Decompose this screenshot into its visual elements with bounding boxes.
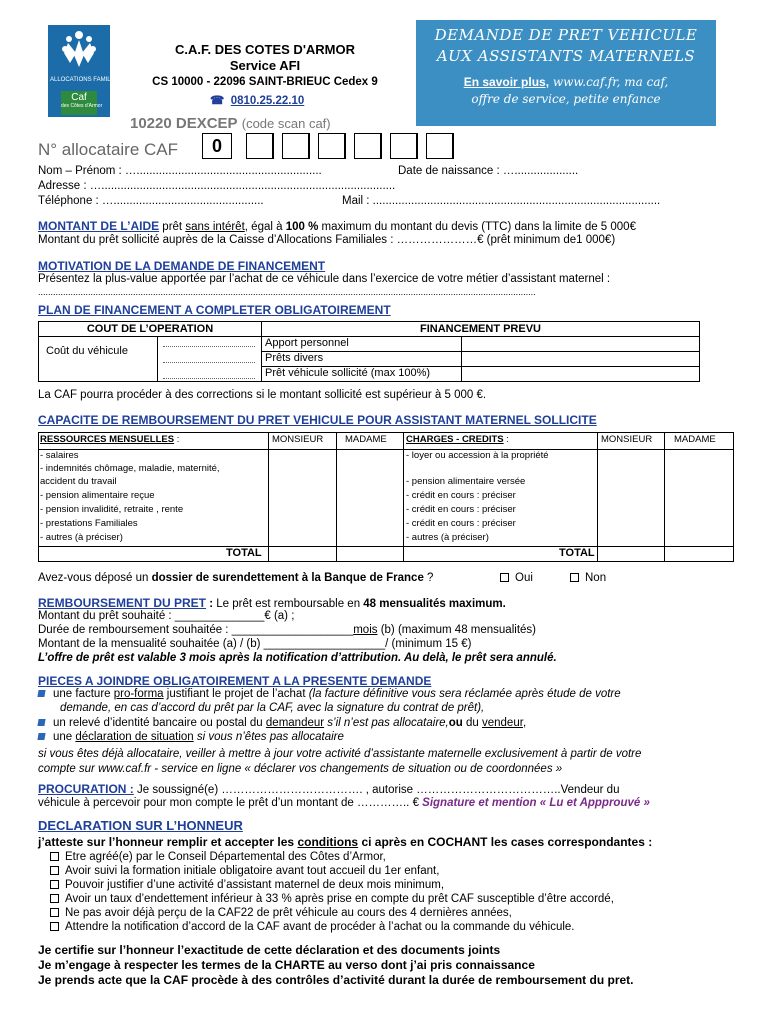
res-item-indemnites: - indemnités chômage, maladie, maternité, bbox=[40, 463, 220, 474]
name-field[interactable]: Nom – Prénom : ….......................................................... bbox=[38, 165, 322, 177]
remb-montant[interactable]: Montant du prêt souhaité : ______________€ (a) ; bbox=[38, 610, 295, 622]
declaration-item[interactable]: Ne pas avoir déjà perçu de la CAF22 de prêt véhicule au cours des 4 dernières années, bbox=[50, 907, 512, 919]
res-monsieur: MONSIEUR bbox=[272, 434, 324, 445]
allocataire-digit-7[interactable] bbox=[426, 133, 454, 159]
checkbox[interactable] bbox=[50, 908, 59, 917]
plan-cout-vehicule: Coût du véhicule bbox=[46, 345, 128, 357]
res-total-monsieur[interactable] bbox=[268, 546, 337, 562]
plan-note: La CAF pourra procéder à des corrections si le montant sollicité est supérieur à 5 000 €. bbox=[38, 389, 487, 401]
banner-more[interactable]: En savoir plus, www.caf.fr, ma caf, bbox=[463, 75, 669, 89]
plan-col-cout: COUT DE L’OPERATION bbox=[38, 321, 262, 337]
declaration-item[interactable]: Avoir un taux d’endettement inférieur à 33 % après prise en compte du prêt CAF susceptible d’être accordé, bbox=[50, 893, 614, 905]
res-item-autres: - autres (à préciser) bbox=[40, 532, 123, 543]
allocataire-label: N° allocataire CAF bbox=[38, 140, 179, 159]
checkbox[interactable] bbox=[50, 880, 59, 889]
checkbox-oui[interactable] bbox=[500, 573, 509, 582]
res-item-pension: - pension alimentaire reçue bbox=[40, 490, 155, 501]
scan-code: 10220 DEXCEP (code scan caf) bbox=[130, 115, 331, 132]
service-name: Service AFI bbox=[229, 58, 301, 73]
phone-field[interactable]: Téléphone : …............................................... bbox=[38, 195, 264, 207]
charges-total-label: TOTAL bbox=[559, 547, 595, 559]
charge-item-pension: - pension alimentaire versée bbox=[406, 476, 526, 487]
declaration-footer-2: Je m’engage à respecter les termes de la CHARTE au verso dont j’ai pris connaissance bbox=[38, 958, 535, 972]
plan-value-prets[interactable] bbox=[461, 351, 700, 367]
charges-total-monsieur[interactable] bbox=[597, 546, 665, 562]
motivation-line-1: Présentez la plus-value apportée par l’achat de ce véhicule dans l’exercice de votre métier d’assistant maternel : bbox=[38, 273, 611, 285]
plan-col-financement: FINANCEMENT PREVU bbox=[261, 321, 700, 337]
allocataire-digit-4[interactable] bbox=[318, 133, 346, 159]
declaration-item[interactable]: Etre agréé(e) par le Conseil Départemental des Côtes d’Armor, bbox=[50, 851, 386, 863]
allocataire-digit-1[interactable]: 0 bbox=[202, 133, 232, 159]
piece-facture: une facture pro-forma justifiant le projet de l’achat (la facture définitive vous sera réclamée après étude de votre bbox=[38, 688, 621, 700]
res-total-label: TOTAL bbox=[226, 547, 262, 559]
plan-row-sollicite: Prêt véhicule sollicité (max 100%) bbox=[265, 367, 431, 379]
charge-item-credit-2: - crédit en cours : préciser bbox=[406, 504, 516, 515]
checkbox[interactable] bbox=[50, 922, 59, 931]
logo-text: ALLOCATIONS FAMILIALES bbox=[50, 77, 128, 83]
banner-title-2: AUX ASSISTANTS MATERNELS bbox=[436, 47, 696, 65]
banner-more-2: offre de service, petite enfance bbox=[471, 92, 661, 106]
capacite-title: CAPACITE DE REMBOURSEMENT DU PRET VEHICULE POUR ASSISTANT MATERNEL SOLLICITE bbox=[38, 413, 597, 427]
plan-value-apport[interactable] bbox=[461, 336, 700, 352]
plan-row-apport: Apport personnel bbox=[265, 337, 349, 349]
procuration-line-2[interactable]: véhicule à percevoir pour mon compte le prêt d’un montant de ………….. € Signature et mention « Lu et Appprouvé » bbox=[38, 797, 650, 809]
res-item-invalidite: - pension invalidité, retraite , rente bbox=[40, 504, 184, 515]
allocataire-digit-6[interactable] bbox=[390, 133, 418, 159]
plan-title: PLAN DE FINANCEMENT A COMPLETER OBLIGATOIREMENT bbox=[38, 303, 391, 317]
plan-row-prets: Prêts divers bbox=[265, 352, 324, 364]
remboursement-title: REMBOURSEMENT DU PRET : Le prêt est remboursable en 48 mensualités maximum. bbox=[38, 596, 506, 610]
res-header: RESSOURCES MENSUELLES : bbox=[40, 434, 180, 445]
remb-mensualite[interactable]: Montant de la mensualité souhaitée (a) / (b) ___________________/ (minimum 15 €) bbox=[38, 638, 472, 650]
allocataire-digit-3[interactable] bbox=[282, 133, 310, 159]
declaration-title: DECLARATION SUR L’HONNEUR bbox=[38, 818, 243, 833]
res-item-salaires: - salaires bbox=[40, 450, 79, 461]
title-banner bbox=[416, 20, 716, 126]
procuration-line-1[interactable]: PROCURATION : Je soussigné(e) ………………………………. , autorise ………………………………..Vendeur du bbox=[38, 782, 620, 796]
checkbox-non[interactable] bbox=[570, 573, 579, 582]
res-madame: MADAME bbox=[345, 434, 387, 445]
motivation-title: MOTIVATION DE LA DEMANDE DE FINANCEMENT bbox=[38, 259, 326, 273]
declaration-item[interactable]: Avoir suivi la formation initiale obligatoire avant tout accueil du 1er enfant, bbox=[50, 865, 439, 877]
charge-item-credit-1: - crédit en cours : préciser bbox=[406, 490, 516, 501]
charges-madame: MADAME bbox=[674, 434, 716, 445]
piece-rib: un relevé d’identité bancaire ou postal du demandeur s’il n’est pas allocataire,ou du vendeur, bbox=[38, 717, 526, 729]
declaration-footer-1: Je certifie sur l’honneur l’exactitude de cette déclaration et des documents joints bbox=[38, 943, 501, 957]
mail-field[interactable]: Mail : .......................................................................................... bbox=[342, 195, 661, 207]
plan-value-sollicite[interactable] bbox=[461, 366, 700, 382]
charge-item-loyer: - loyer ou accession à la propriété bbox=[406, 450, 549, 461]
bullet-icon bbox=[37, 719, 45, 726]
declaration-footer-3: Je prends acte que la CAF procède à des contrôles d’activité durant la durée de remboursement du pret. bbox=[38, 973, 634, 987]
org-address: CS 10000 - 22096 SAINT-BRIEUC Cedex 9 bbox=[152, 76, 378, 88]
phone-icon: ☎ bbox=[210, 95, 225, 107]
checkbox[interactable] bbox=[50, 894, 59, 903]
checkbox[interactable] bbox=[50, 866, 59, 875]
surendettement-question: Avez-vous déposé un dossier de surendettement à la Banque de France ? bbox=[38, 572, 434, 584]
surendettement-oui[interactable]: Oui bbox=[500, 572, 533, 584]
remb-validite: L’offre de prêt est valable 3 mois après la notification d’attribution. Au delà, le prêt sera annulé. bbox=[38, 652, 557, 664]
allocataire-digit-5[interactable] bbox=[354, 133, 382, 159]
checkbox[interactable] bbox=[50, 852, 59, 861]
address-field[interactable]: Adresse : …............................................................................................ bbox=[38, 180, 396, 192]
pieces-note-2: compte sur www.caf.fr - service en ligne « déclarer vos changements de situation ou de coordonnées » bbox=[38, 763, 563, 775]
org-name: C.A.F. DES COTES D'ARMOR bbox=[174, 42, 356, 57]
pieces-title: PIECES A JOINDRE OBLIGATOIREMENT A LA PRESENTE DEMANDE bbox=[38, 674, 432, 688]
montant-line-1: MONTANT DE L’AIDE prêt sans intérêt, égal à 100 % maximum du montant du devis (TTC) dans la limite de 5 000€ bbox=[38, 219, 636, 233]
piece-declaration: une déclaration de situation si vous n’êtes pas allocataire bbox=[38, 731, 344, 743]
charges-monsieur: MONSIEUR bbox=[601, 434, 653, 445]
charges-total-madame[interactable] bbox=[664, 546, 734, 562]
res-item-accident: accident du travail bbox=[40, 476, 117, 487]
montant-line-2[interactable]: Montant du prêt sollicité auprès de la Caisse d’Allocations Familiales : …………………€ (prêt minimum de1 000€) bbox=[38, 234, 616, 246]
org-phone[interactable]: ☎ 0810.25.22.10 bbox=[210, 95, 305, 107]
charge-item-autres: - autres (à préciser) bbox=[406, 532, 489, 543]
remb-duree[interactable]: Durée de remboursement souhaitée : ___________________mois (b) (maximum 48 mensualités) bbox=[38, 624, 536, 636]
surendettement-non[interactable]: Non bbox=[570, 572, 606, 584]
banner-title-1: DEMANDE DE PRET VEHICULE bbox=[434, 26, 698, 44]
caf-logo bbox=[48, 25, 128, 117]
logo-caf: Caf des Côtes d'Armor bbox=[61, 91, 97, 115]
plan-cout-value[interactable] bbox=[157, 336, 262, 382]
motivation-line-2[interactable]: ....................................................................................................................................................................................................... bbox=[38, 287, 536, 297]
bullet-icon bbox=[37, 733, 45, 740]
charge-item-credit-3: - crédit en cours : préciser bbox=[406, 518, 516, 529]
bullet-icon bbox=[37, 690, 45, 697]
declaration-item[interactable]: Attendre la notification d’accord de la CAF avant de procéder à l’achat ou la commande du véhicule. bbox=[50, 921, 575, 933]
birthdate-field[interactable]: Date de naissance : ….................... bbox=[398, 165, 579, 177]
family-logo-icon bbox=[48, 25, 110, 77]
piece-facture-note: demande, en cas d’accord du prêt par la CAF, avec la signature du contrat de prêt), bbox=[60, 702, 485, 714]
declaration-intro: j’atteste sur l’honneur remplir et accepter les conditions ci après en COCHANT les cases correspondantes : bbox=[38, 835, 653, 849]
res-item-prestations: - prestations Familiales bbox=[40, 518, 138, 529]
res-total-madame[interactable] bbox=[336, 546, 404, 562]
allocataire-digit-2[interactable] bbox=[246, 133, 274, 159]
declaration-item[interactable]: Pouvoir justifier d’une activité d’assistant maternel de deux mois minimum, bbox=[50, 879, 444, 891]
charges-header: CHARGES - CREDITS : bbox=[406, 434, 509, 445]
pieces-note-1: si vous êtes déjà allocataire, veiller à mettre à jour votre activité d’assistante maternelle exclusivement à partir de votre bbox=[38, 748, 642, 760]
